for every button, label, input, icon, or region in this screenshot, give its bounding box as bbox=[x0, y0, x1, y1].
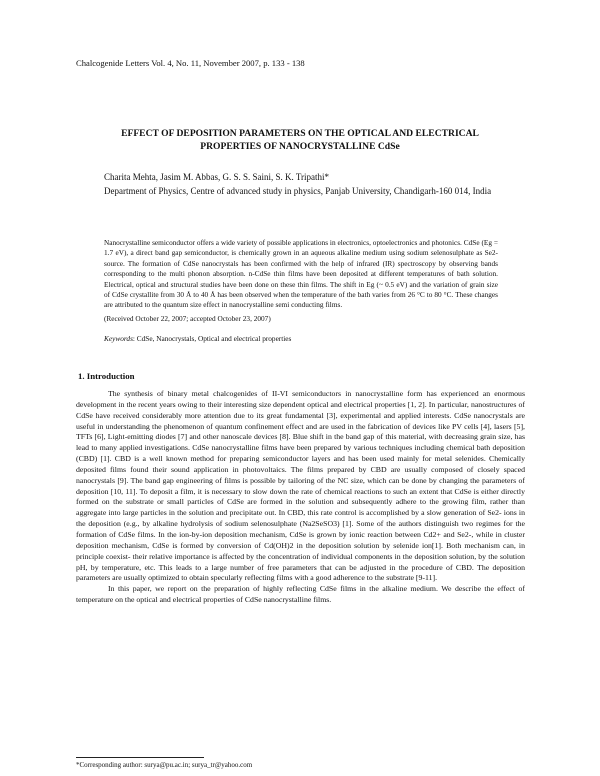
keywords bbox=[104, 334, 291, 343]
body-text bbox=[76, 389, 525, 606]
section-heading: 1. Introduction bbox=[78, 371, 135, 381]
abstract: Nanocrystalline semiconductor offers a wide variety of possible applications in electronics, optoelectronics and photonics. CdSe (Eg = 1.7 eV), a direct band gap semiconductor, is chemically grown in an aqueous alkaline medium using sodium selenosulphate as Se2- source. The formation of CdSe nanocrystals has been confirmed with the help of infrared (IR) spectroscopy by observing bands corresponding to the multi phonon absorption. n-CdSe thin films have been deposited at different temperatures of bath solution. Electrical, optical and structural studies have been done on these thin films. The shift in Eg (~ 0.5 eV) and the variation of grain size of CdSe crystallite from 30 Å to 40 Å has been observed when the temperature of the bath varies from 26 °C to 80 °C. These changes are attributed to the quantum size effect in nanocrystalline semi conducting films. bbox=[104, 238, 498, 310]
paragraph: The synthesis of binary metal chalcogenides of II-VI semiconductors in nanocrystalline form has experienced an enormous development in the recent years owing to their interesting size dependent optical and electrical properties [1, 2]. In particular, nanostructures of CdSe have received considerably more attention due to its great fundamental [3], experimental and applied interests. CdSe nanocrystals are useful in understanding the phenomenon of quantum confinement effect and are used in the fabrication of devices like PV cells [4], lasers [5], TFTs [6], Light-emitting diodes [7] and other nanoscale devices [8]. Blue shift in the band gap of this material, with decreasing grain size, has lead to many applied investigations. CdSe nanocrystalline films have been prepared by various techniques including chemical bath deposition (CBD) [1]. CBD is a well known method for preparing semiconductor layers and has been used mainly for metal selenides. Chemically deposited films found their sound application in photovoltaics. The films prepared by CBD are usually composed of closely spaced nanocrystals [9]. The band gap engineering of films is possible by tailoring of the NC size, which can be done by changing the parameters of deposition [10, 11]. To deposit a film, it is necessary to slow down the rate of chemical reactions to such an extent that CdSe is either directly formed on the substrate or small particles of CdSe are formed in the solution and subsequently adhere to the growing film, rather than aggregate into large particles in the solution and precipitate out. In CBD, this rate control is accomplished by a slow generation of Se2- ions in the deposition (e.g., by alkaline hydrolysis of sodium selenosulphate (Na2SeSO3) [1]. Some of the authors distinguish two regimes for the formation of CdSe films. In the ion-by-ion deposition mechanism, CdSe is grown by ionic reaction between Cd2+ and Se2-, while in cluster deposition mechanism, CdSe is formed by conversion of Cd(OH)2 in the deposition solution by selenide ion[1]. Both mechanism can, in principle coexist- their relative importance is affected by the concentration of individual components in the deposition solution, by the solution pH, by temperature, etc. This leads to a large number of free parameters that can be adjusted in the procedure of CBD. The deposition parameters are usually optimized to obtain specularly reflecting films with a good adherence to the substrate [9-11]. bbox=[76, 389, 525, 583]
title-line-1: EFFECT OF DEPOSITION PARAMETERS ON THE OPTICAL AND ELECTRICAL bbox=[121, 128, 479, 139]
paragraph: In this paper, we report on the preparation of highly reflecting CdSe films in the alkaline medium. We describe the effect of temperature on the optical and electrical properties of CdSe nanocrystalline films. bbox=[76, 584, 525, 605]
keywords-list: : CdSe, Nanocrystals, Optical and electrical properties bbox=[132, 334, 292, 343]
paper-title bbox=[60, 127, 540, 153]
received-dates: (Received October 22, 2007; accepted October 23, 2007) bbox=[104, 314, 271, 323]
footnote-rule bbox=[76, 757, 204, 758]
footnote: *Corresponding author: surya@pu.ac.in; surya_tr@yahoo.com bbox=[76, 761, 253, 769]
keywords-label: Keywords bbox=[104, 334, 133, 343]
journal-header: Chalcogenide Letters Vol. 4, No. 11, November 2007, p. 133 - 138 bbox=[76, 58, 305, 68]
affiliation: Department of Physics, Centre of advanced study in physics, Panjab University, Chandigarh-160 014, India bbox=[104, 186, 492, 196]
author-list: Charita Mehta, Jasim M. Abbas, G. S. S. Saini, S. K. Tripathi* bbox=[104, 172, 330, 182]
title-line-2: PROPERTIES OF NANOCRYSTALLINE CdSe bbox=[200, 141, 400, 152]
